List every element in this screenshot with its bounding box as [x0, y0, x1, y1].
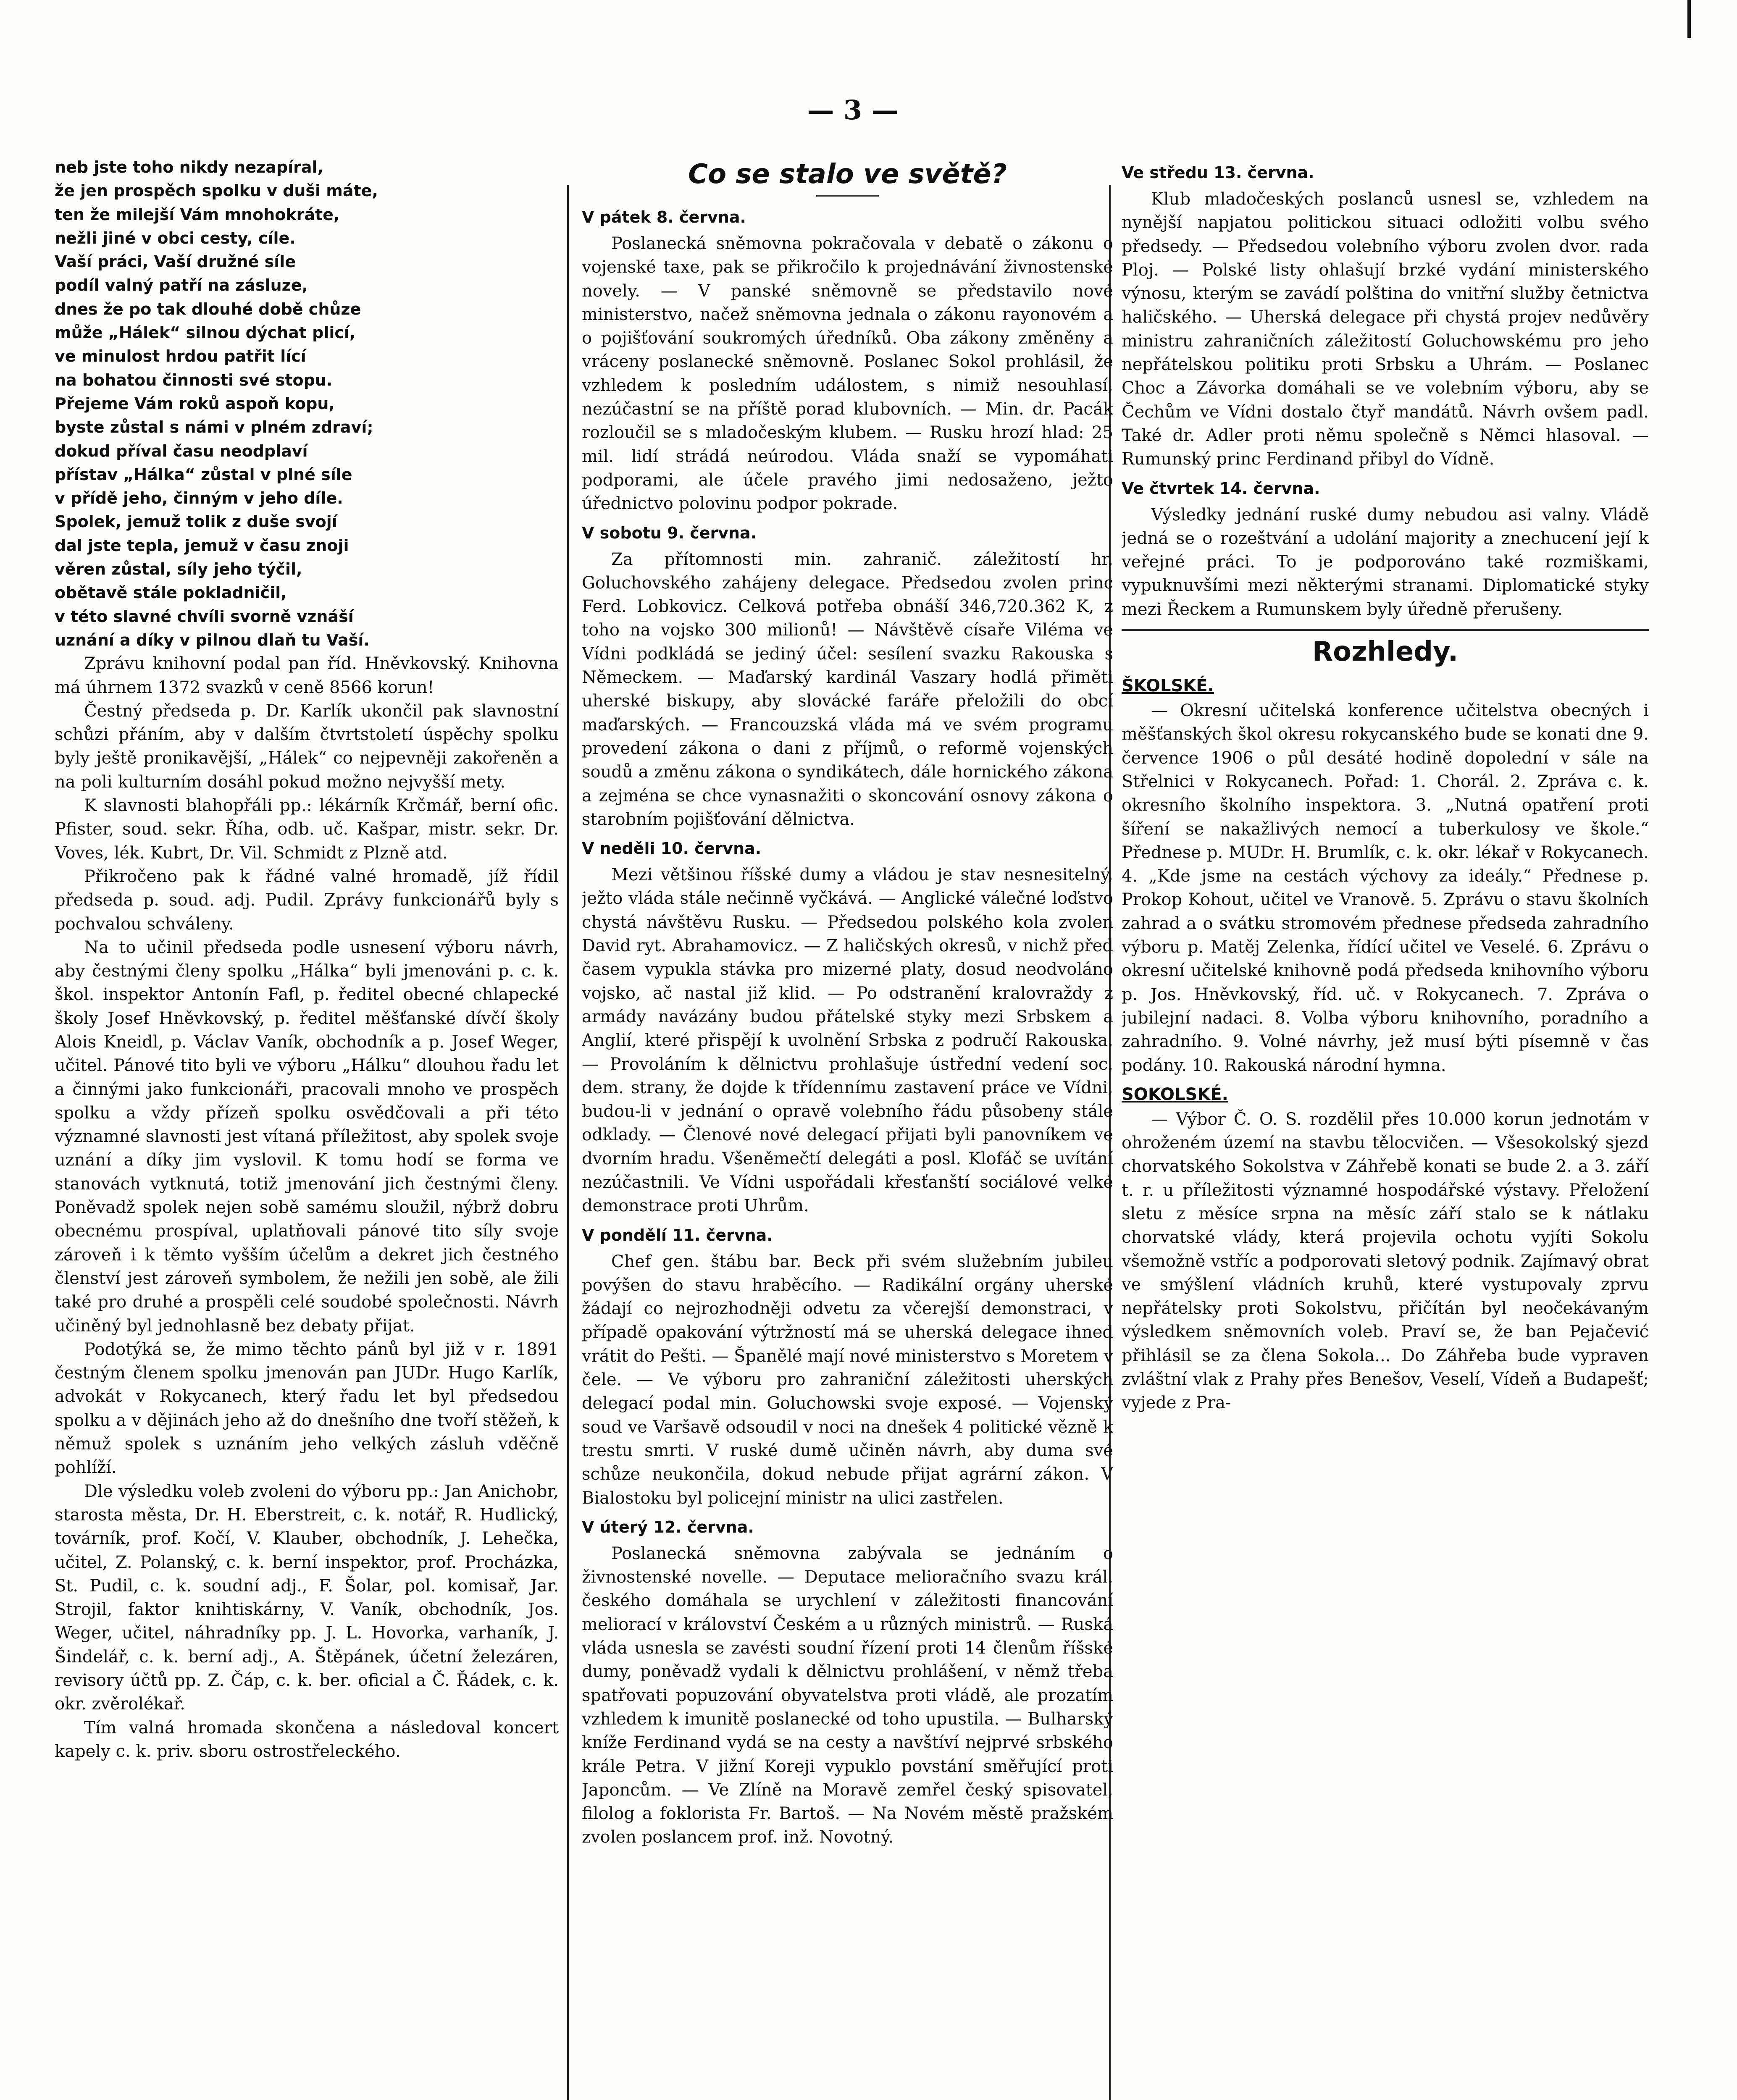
poem [55, 155, 559, 652]
paragraph: Na to učinil předseda podle usnesení výboru návrh, aby čestnými členy spolku „Hálka“ byli jmenováni p. c. k. škol. inspektor Antonín Fafl, p. ředitel obecné chlapecké školy Josef Hněvkovský, p. ředitel měšťanské dívčí školy Alois Kneidl, p. Václav Vaník, obchodník a p. Josef Weger, učitel. Pánové tito byli ve výboru „Hálku“ dlouhou řadu let a činnými jako funkcionáři, pracovali mnoho ve prospěch spolku a vždy přízeň spolku osvědčovali a při této významné slavnosti jest vítaná příležitost, aby spolek svoje uznání a díky jim vyslovil. K tomu hodí se forma ve stanovách vytknutá, totiž jmenování jich čestnými členy. Poněvadž spolek nejen sobě samému sloužil, nýbrž dobru obecnému prospíval, uplatňovali pánové tito síly svoje zároveň i k těmto vyšším účelům a dekret jich čestného členství jest zároveň symbolem, že nežili jen sobě, ale žili také pro druhé a prospěli celé soudobé společnosti. Návrh učiněný byl jednohlasně bez debaty přijat. [55, 937, 559, 1336]
section-heading-world: Co se stalo ve světě? [688, 159, 1007, 190]
news-date: Ve středu 13. června. [1122, 163, 1314, 182]
paragraph: K slavnosti blahopřáli pp.: lékárník Krčmář, berní ofic. Pfister, soud. sekr. Říha, odb. uč. Kašpar, mistr. sekr. Dr. Voves, lék. Kubrt, Dr. Vil. Schmidt z Plzně atd. [55, 796, 559, 863]
column-divider [567, 185, 569, 2100]
news-text: Za přítomnosti min. zahranič. záležitostí hr. Goluchovského zahájeny delegace. Předsedou zvolen princ Ferd. Lobkovicz. Celková potřeba obnáší 346,720.362 K, z toho na vojsko 300 milionů! — Návštěvě císaře Viléma ve Vídni podkládá se jediný účel: sesílení svazku Rakouska s Německem. — Maďarský kardinál Vaszary hodlá přiměti uherské biskupy, aby slovácké faráře přeložili do obcí maďarských. — Francouzská vláda má ve svém programu provedení zákona o dani z příjmů, o reformě vojenských soudů a změnu zákona o syndikátech, dále hornického zákona a zejména se chce vynasnažiti o skoncování osnovy zákona o starobním pojišťování dělnictva. [582, 549, 1113, 829]
poem-line: věren zůstal, síly jeho týčil, [55, 560, 302, 579]
poem-line: přístav „Hálka“ zůstal v plné síle [55, 465, 352, 484]
news-date: V pondělí 11. června. [582, 1226, 773, 1244]
news-date: V neděli 10. června. [582, 839, 762, 858]
news-text: Klub mladočeských poslanců usnesl se, vzhledem na nynější napjatou politickou situaci odložiti volbu svého předsedy. — Předsedou volebního výboru zvolen dvor. rada Ploj. — Polské listy ohlašují brzké vydání ministerského výnosu, kterým se zavádí polština do vnitřní služby četnictva haličského. — Uherská delegace při chystá projev nedůvěry ministru zahraničních záležitostí Goluchowskému pro jeho nepřátelskou politiku proti Srbsku a Uhrám. — Poslanec Choc a Závorka domáhali se ve volebním výboru, aby se Čechům ve Vídni dostalo čtyř mandátů. Návrh ovšem padl. Také dr. Adler proti němu společně s Němci hlasoval. — Rumunský princ Ferdinand přibyl do Vídně. [1122, 189, 1649, 469]
poem-line: uznání a díky v pilnou dlaň tu Vaší. [55, 630, 370, 649]
poem-line: dal jste tepla, jemuž v času znoji [55, 536, 349, 555]
paragraph: Přikročeno pak k řádné valné hromadě, jíž řídil předseda p. soud. adj. Pudil. Zprávy funkcionářů byly s pochvalou schváleny. [55, 866, 559, 934]
poem-line: dokud příval času neodplaví [55, 441, 308, 460]
poem-line: na bohatou činnosti své stopu. [55, 370, 333, 389]
poem-line: nežli jiné v obci cesty, cíle. [55, 228, 296, 247]
news-date: Ve čtvrtek 14. června. [1122, 479, 1320, 498]
news-date: V úterý 12. června. [582, 1517, 754, 1536]
rubric-skolske: ŠKOLSKÉ. [1122, 676, 1214, 696]
poem-line: podíl valný patří na zásluze, [55, 276, 308, 295]
page-number: — 3 — [807, 94, 899, 126]
news-text: Chef gen. štábu bar. Beck při svém služebním jubileu povýšen do stavu hraběcího. — Radikální orgány uherské žádají co nejrozhodněji odvetu za včerejší demonstraci, v případě opakování výtržností má se uherská delegace ihned vrátit do Pešti. — Španělé mají nové ministerstvo s Moretem v čele. — Ve výboru pro zahraniční záležitosti uherských delegací podal min. Goluchowski svoje exposé. — Vojenský soud ve Varšavě odsoudil v noci na dnešek 4 politické vězně k trestu smrti. V ruské dumě učiněn návrh, aby duma své schůze neukončila, dokud nebude přijat agrární zákon. V Bialostoku byl policejní ministr na ulici zastřelen. [582, 1252, 1113, 1508]
poem-line: může „Hálek“ silnou dýchat plicí, [55, 323, 356, 342]
news-text: Výsledky jednání ruské dumy nebudou asi valny. Vládě jedná se o rozeštvání a udolání majority a znechucení její k veřejné práci. To je podporováno také rozmiškami, vypuknuvšími mezi některými stranami. Diplomatické styky mezi Řeckem a Rumunskem byly úředně přerušeny. [1122, 505, 1649, 619]
poem-line: neb jste toho nikdy nezapíral, [55, 158, 323, 176]
rubric-sokolske: SOKOLSKÉ. [1122, 1084, 1228, 1104]
rubric-text: — Výbor Č. O. S. rozdělil přes 10.000 korun jednotám v ohroženém území na stavbu tělocvičen. — Všesokolský sjezd chorvatského Sokolstva v Záhřebě konati se bude 2. a 3. září t. r. u příležitosti významné hospodářské výstavy. Přeložení sletu z měsíce srpna na měsíc září stalo se k nátlaku chorvatské vlády, která projevila ochotu vyjíti Sokolu všemožně vstříc a podporovati sletový podnik. Zajímavý obrat ve smýšlení vládních kruhů, které vystupovaly zprvu nepřátelsky proti Sokolstvu, přičítán byl neočekávaným výsledkem sněmovních voleb. Praví se, že ban Pejačević přihlásil se za člena Sokola... Do Záhřeba bude vypraven zvláštní vlak z Prahy přes Benešov, Veselí, Vídeň a Budapešť; vyjede z Pra- [1122, 1109, 1649, 1413]
page-corner-mark [1687, 0, 1724, 38]
column-right [1122, 155, 1649, 2100]
poem-line: ten že milejší Vám mnohokráte, [55, 205, 340, 224]
column-left [55, 155, 559, 2100]
poem-line: Přejeme Vám roků aspoň kopu, [55, 394, 335, 413]
poem-line: že jen prospěch spolku v duši máte, [55, 181, 378, 200]
section-rule [1122, 629, 1649, 631]
news-text: Poslanecká sněmovna zabývala se jednáním o živnostenské novelle. — Deputace melioračního svazu král. českého domáhala se urychlení v záležitosti financování meliorací v království Českém a u různých ministrů. — Ruská vláda usnesla se zavésti soudní řízení proti 14 členům říšské dumy, poněvadž vydali k dělnictvu prohlášení, v němž třeba spatřovati popuzování obyvatelstva proti vládě, ale prozatím vzhledem k imunitě poslanecké od toho upustila. — Bulharský kníže Ferdinand vydá se na cesty a navštíví nejprvé srbského krále Petra. V jižní Koreji vypuklo povstání směřující proti Japoncům. — Ve Zlíně na Moravě zemřel český spisovatel, filolog a foklorista Fr. Bartoš. — Na Novém městě pražském zvolen poslancem prof. inž. Novotný. [582, 1544, 1113, 1847]
section-heading-rozhledy: Rozhledy. [1312, 636, 1458, 668]
rubric-text: — Okresní učitelská konference učitelstva obecných i měšťanských škol okresu rokycanského bude se konati dne 9. července 1906 o půl desáté hodině dopolední v sále na Střelnici v Rokycanech. Pořad: 1. Chorál. 2. Zpráva c. k. okresního školního inspektora. 3. „Nutná opatření proti šíření se nakažlivých nemocí a tuberkulosy ve škole.“ Přednese p. MUDr. H. Brumlík, c. k. okr. lékař v Rokycanech. 4. „Kde jsme na cestách výchovy za ideály.“ Přednese p. Prokop Kohout, učitel ve Vranově. 5. Zprávu o stavu školních zahrad a o svátku stromovém přednese předseda zahradního výboru p. Matěj Zelenka, řídící učitel ve Veselé. 6. Zprávu o okresní učitelské knihovně podá předseda knihovního výboru p. Jos. Hněvkovský, říd. uč. v Rokycanech. 7. Zpráva o jubilejní nadaci. 8. Volba výboru knihovního, poradního a zahradního. 9. Volné návrhy, jež musí býti písemně v čas podány. 10. Rakouská národní hymna. [1122, 701, 1649, 1075]
poem-line: ve minulost hrdou patřit lící [55, 347, 306, 366]
heading-rule [816, 195, 879, 197]
poem-line: byste zůstal s námi v plném zdraví; [55, 418, 373, 437]
column-middle [582, 155, 1113, 2100]
news-date: V pátek 8. června. [582, 208, 746, 226]
poem-line: dnes že po tak dlouhé době chůze [55, 299, 361, 318]
paragraph: Dle výsledku voleb zvoleni do výboru pp.: Jan Anichobr, starosta města, Dr. H. Eberstreit, c. k. notář, R. Hudlický, továrník, prof. Kočí, V. Klauber, obchodník, J. Lehečka, učitel, Z. Polanský, c. k. berní inspektor, prof. Procházka, St. Pudil, c. k. soudní adj., F. Šolar, pol. komisař, Jar. Strojil, faktor knihtiskárny, V. Vaník, obchodník, Jos. Weger, učitel, náhradníky pp. J. L. Hovorka, varhaník, J. Šindelář, c. k. berní adj., A. Štěpánek, účetní železáren, revisory účtů pp. Z. Čáp, c. k. ber. oficial a Č. Řádek, c. k. okr. zvěrolékař. [55, 1481, 559, 1714]
news-date: V sobotu 9. června. [582, 523, 757, 542]
poem-line: v této slavné chvíli svorně vznáší [55, 607, 354, 626]
news-text: Poslanecká sněmovna pokračovala v debatě o zákonu o vojenské taxe, pak se přikročilo k projednávání živnostenské novely. — V panské sněmovně se představilo nové ministerstvo, načež sněmovna jednala o zákonu rayonovém a o pojišťování soukromých úředníků. Oba zákony změněny a vráceny poslanecké sněmovně. Poslanec Sokol prohlásil, že vzhledem k posledním událostem, s nimiž nesouhlasí, nezúčastní se na příště porad klubovních. — Min. dr. Pacák rozloučil se s mladočeským klubem. — Rusku hrozí hlad: 25 mil. lidí strádá neúrodou. Vláda snaží se vypomáhati podporami, ale účele pravého jimi nedosaženo, ježto úřednictvo polovinu podpor pokrade. [582, 234, 1113, 514]
poem-line: Spolek, jemuž tolik z duše svojí [55, 512, 337, 531]
news-text: Mezi většinou říšské dumy a vládou je stav nesnesitelný, ježto vláda stále nečinně vyčkává. — Anglické válečné loďstvo chystá návštěvu Rusku. — Předsedou polského kola zvolen David ryt. Abrahamovicz. — Z haličských okresů, v nichž před časem vypukla stávka pro mizerné platy, dosud neodvoláno vojsko, ač nastal již klid. — Po odstranění kralovraždy z armády navázány budou přátelské styky mezi Srbskem a Anglií, které přispějí k uvolnění Srbska z područí Rakouska. — Provoláním k dělnictvu prohlašuje ústřední vedení soc. dem. strany, že dojde k třídennímu zastavení práce ve Vídni, budou-li v jednání o opravě volebního řádu působeny stále odklady. — Členové nové delegací přijati byli panovníkem ve dvorním hradu. Všeněmečtí delegáti a posl. Klofáč se uvítání nezúčastnili. Ve Vídni uspořádali křesťanští sociálové velké demonstrace proti Uhrům. [582, 865, 1113, 1216]
poem-line: Vaší práci, Vaší družné síle [55, 252, 296, 271]
poem-line: obětavě stále pokladničil, [55, 583, 287, 602]
paragraph: Čestný předseda p. Dr. Karlík ukončil pak slavnostní schůzi přáním, aby v dalším čtvrtstoletí úspěchy spolku byly ještě pronikavější, „Hálek“ co nejpevněji zakořeněn a na poli kulturním dosáhl pokud možno nejvyšší mety. [55, 701, 559, 792]
poem-line: v přídě jeho, činným v jeho díle. [55, 489, 343, 508]
paragraph: Podotýká se, že mimo těchto pánů byl již v r. 1891 čestným členem spolku jmenován pan JUDr. Hugo Karlík, advokát v Rokycanech, který řadu let byl předsedou spolku a v dějinách jeho až do dnešního dne tvoří stěžeň, k němuž spolek s uznáním jeho velkých zásluh vděčně pohlíží. [55, 1339, 559, 1478]
paragraph: Zprávu knihovní podal pan říd. Hněvkovský. Knihovna má úhrnem 1372 svazků v ceně 8566 korun! [55, 654, 559, 697]
paragraph: Tím valná hromada skončena a následoval koncert kapely c. k. priv. sboru ostrostřeleckého. [55, 1718, 559, 1761]
